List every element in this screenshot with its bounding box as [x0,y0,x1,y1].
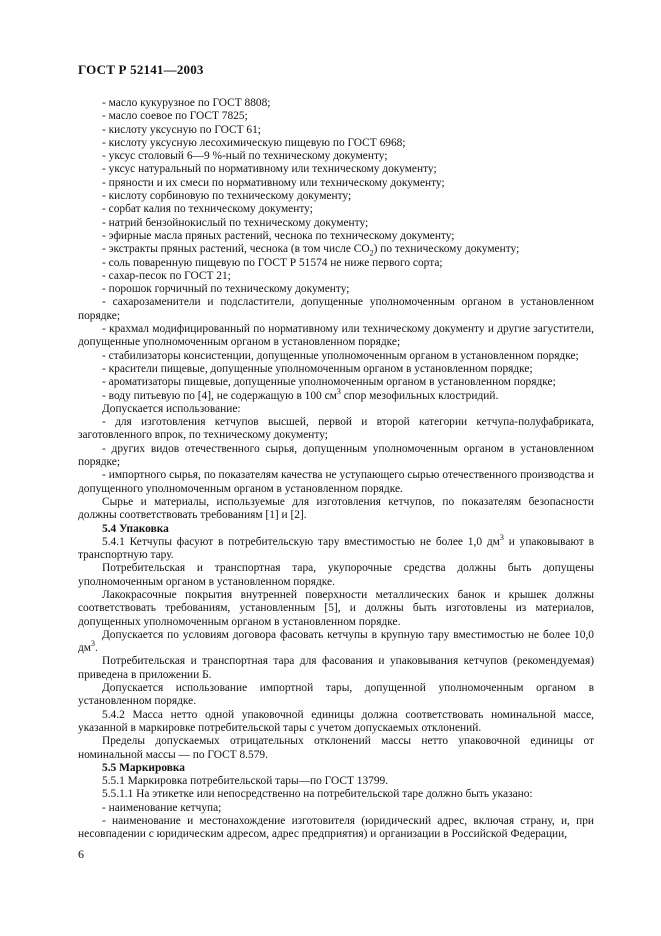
paragraph-text: 5.5.1.1 На этикетке или непосредственно на потребительской таре должно быть указано: [102,788,533,801]
paragraph-text: - уксус натуральный по нормативному или техническому документу; [102,163,437,176]
paragraph [78,163,594,176]
paragraph-text: - сахар-песок по ГОСТ 21; [102,269,231,282]
paragraph [78,97,594,110]
paragraph [78,257,594,270]
paragraph [78,296,594,323]
paragraph [78,562,594,589]
paragraph-text: - сахарозаменители и подсластители, допущенные уполномоченным органом в установленном порядке; [78,296,594,322]
paragraph [78,735,594,762]
paragraph-text: 5.4 Упаковка [102,522,169,535]
paragraph [78,270,594,283]
paragraph-text: 5.4.2 Масса нетто одной упаковочной единицы должна соответствовать номинальной массе, указанной в маркировке потребительской тары с учетом допускаемых отклонений. [78,708,594,734]
paragraph-text: - натрий бензойнокислый по техническому документу; [102,216,369,229]
paragraph-text: - масло кукурузное по ГОСТ 8808; [102,97,271,109]
paragraph-text: - красители пищевые, допущенные уполномоченным органом в установленном порядке; [102,362,533,375]
paragraph [78,629,594,656]
paragraph-text: Допускается использование: [102,402,241,415]
paragraph-text: Пределы допускаемых отрицательных отклонений массы нетто упаковочной единицы от номинальной массы — по ГОСТ 8.579. [78,735,594,761]
paragraph-text: 5.5.1 Маркировка потребительской тары—по ГОСТ 13799. [102,775,389,788]
paragraph-text: - крахмал модифицированный по нормативному или техническому документу и другие загустители, допущенные уполномоченным органом в установленном порядке; [78,323,594,349]
paragraph-text: - стабилизаторы консистенции, допущенные уполномоченным органом в установленном порядке; [102,349,579,362]
paragraph-text: - масло соевое по ГОСТ 7825; [102,110,248,123]
superscript: 3 [499,533,504,542]
paragraph-text: 5.5 Маркировка [102,761,185,774]
paragraph-text: Потребительская и транспортная тара, укупорочные средства должны быть допущены уполномоченным органом в установленном порядке. [78,562,594,588]
paragraph-text: - кислоту уксусную лесохимическую пищевую по ГОСТ 6968; [102,136,406,149]
paragraph-text: Допускается использование импортной тары, допущенной уполномоченным органом в установленном порядке. [78,682,594,708]
paragraph [78,323,594,350]
paragraph-text-tail: . [95,642,98,655]
paragraph-text: - соль поваренную пищевую по ГОСТ Р 51574 не ниже первого сорта; [102,256,443,269]
paragraph-text-tail: ) по техническому документу; [373,243,520,256]
paragraph-text-tail: и упаковывают в транспортную тару. [78,535,594,562]
paragraph-text: - экстракты пряных растений, чеснока (в том числе СО [102,243,370,256]
paragraph-text: - воду питьевую по [4], не содержащую в 100 см [102,389,337,402]
paragraph [78,802,594,815]
paragraph [78,788,594,801]
paragraph [78,496,594,523]
page-number: 6 [78,847,84,861]
paragraph [78,709,594,736]
subscript: 2 [369,248,374,258]
paragraph [78,110,594,123]
paragraph [78,386,594,403]
paragraph [78,533,594,563]
paragraph-text: Лакокрасочные покрытия внутренней поверхности металлических банок и крышек должны соответствовать требованиям, установленным [5], и должны быть изготовлены из материалов, допущенных уполномоченным органом в установленном порядке. [78,588,594,628]
paragraph-text: Сырье и материалы, используемые для изготовления кетчупов, по показателям безопасности должны соответствовать требованиям [1] и [2]. [78,495,594,522]
paragraph-text: Допускается по условиям договора фасовать кетчупы в крупную тару вместимостью не более 10,0 дм [78,628,594,655]
paragraph [78,416,594,443]
paragraph-text: - других видов отечественного сырья, допущенным уполномоченным органом в установленном порядке; [78,442,594,469]
paragraph [78,203,594,216]
paragraph [78,403,594,416]
paragraph [78,243,594,256]
superscript: 3 [336,386,341,396]
paragraph-text: - наименование кетчупа; [102,801,222,814]
paragraph [78,137,594,150]
paragraph-text-tail: спор мезофильных клостридий. [340,389,499,402]
paragraph [78,655,594,682]
paragraph-text: - сорбат калия по техническому документу; [102,203,313,216]
paragraph [78,217,594,230]
paragraph-text: - ароматизаторы пищевые, допущенные уполномоченным органом в установленном порядке; [102,376,556,389]
paragraph-text: - пряности и их смеси по нормативному или техническому документу; [102,176,445,189]
paragraph [78,363,594,376]
paragraph [78,190,594,203]
paragraph-text: - уксус столовый 6—9 %-ный по техническому документу; [102,150,388,163]
document-body [78,97,594,842]
paragraph-text: - кислоту уксусную по ГОСТ 61; [102,123,261,136]
paragraph [78,682,594,709]
paragraph-text: - импортного сырья, по показателям качества не уступающего сырью отечественного производства и допущенного уполномоченным органом в установленном порядке. [78,469,594,495]
paragraph-text: - для изготовления кетчупов высшей, первой и второй категории кетчупа-полуфабриката, заготовленного впрок, по техническому документу; [78,416,594,442]
document-header: ГОСТ Р 52141—2003 [78,62,204,77]
paragraph [78,775,594,788]
paragraph [78,469,594,496]
paragraph-text: Потребительская и транспортная тара для фасования и упаковывания кетчупов (рекомендуемая) приведена в приложении Б. [78,655,594,681]
paragraph-text: 5.4.1 Кетчупы фасуют в потребительскую тару вместимостью не более 1,0 дм [102,535,500,548]
section-heading [78,762,594,775]
paragraph [78,443,594,470]
paragraph [78,230,594,243]
paragraph [78,589,594,629]
section-heading [78,523,594,536]
paragraph-text: - кислоту сорбиновую по техническому документу; [102,190,352,203]
paragraph-text: - эфирные масла пряных растений, чеснока по техническому документу; [102,229,455,242]
paragraph [78,350,594,363]
paragraph [78,177,594,190]
paragraph [78,150,594,163]
paragraph [78,124,594,137]
paragraph [78,815,594,842]
paragraph-text: - наименование и местонахождение изготовителя (юридический адрес, включая страну, и, при несовпадении с юридическим адресом, адрес предприятия) и организации в Российской Федерации, [78,815,594,841]
paragraph [78,283,594,296]
superscript: 3 [91,639,96,649]
paragraph-text: - порошок горчичный по техническому документу; [102,283,350,296]
